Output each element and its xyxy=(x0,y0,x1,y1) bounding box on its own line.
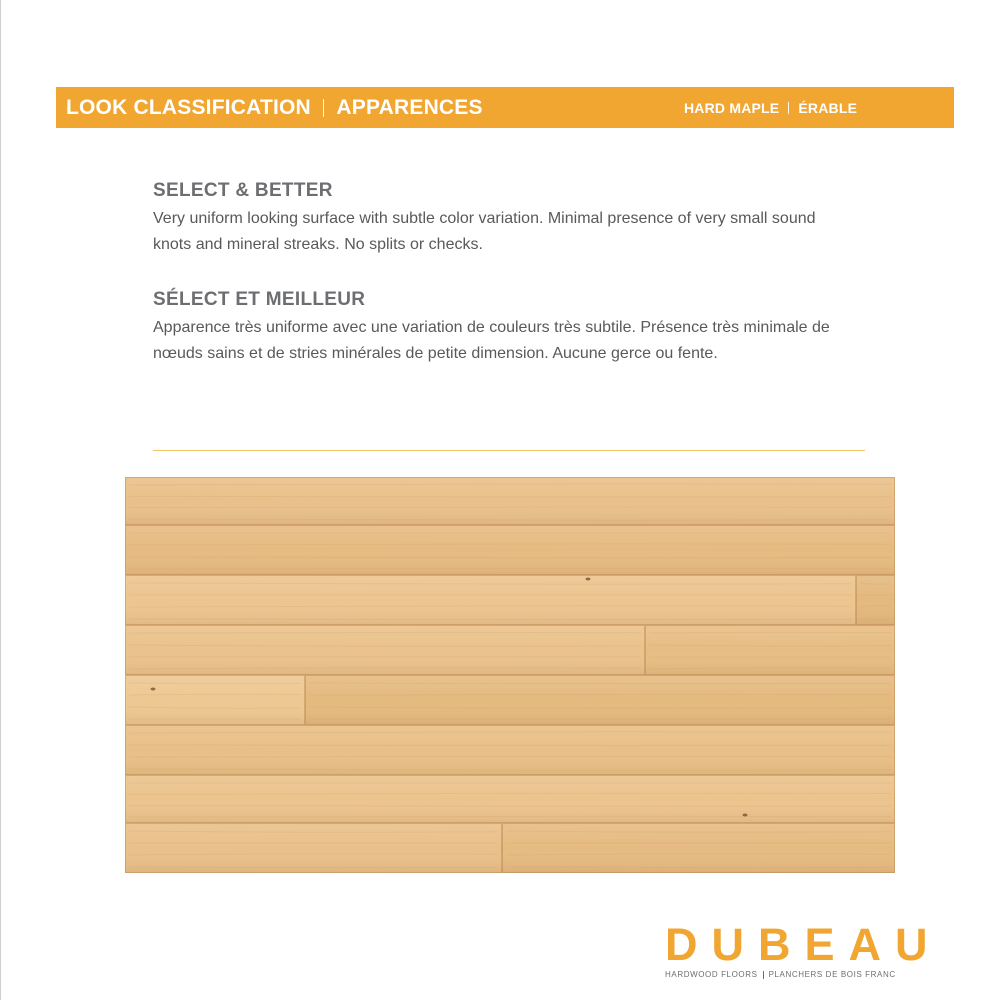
grade-heading-fr: SÉLECT ET MEILLEUR xyxy=(153,289,366,310)
header-title xyxy=(66,87,483,128)
wood-grain-line xyxy=(129,806,891,807)
wood-grain-line xyxy=(129,568,891,569)
plank-shading xyxy=(125,675,305,725)
wood-grain-line xyxy=(129,557,891,558)
grade-section-en xyxy=(153,180,853,258)
section-divider xyxy=(153,450,865,451)
page-edge-line xyxy=(0,0,1,1000)
wood-grain-line xyxy=(309,683,891,684)
wood-knot xyxy=(743,814,748,817)
plank-shading xyxy=(125,823,502,873)
brand-wordmark: DUBEAU xyxy=(665,919,942,970)
wood-grain-line xyxy=(129,867,498,868)
wood-knot xyxy=(586,578,591,581)
header-title-fr: APPARENCES xyxy=(336,95,483,119)
wood-grain-line xyxy=(129,756,891,757)
wood-grain-line xyxy=(129,496,891,497)
header-species xyxy=(684,87,857,128)
species-en: HARD MAPLE xyxy=(684,99,780,116)
species-fr: ÉRABLE xyxy=(798,99,858,116)
plank-shading xyxy=(125,575,856,625)
wood-grain-line xyxy=(506,867,891,868)
wood-grain-line xyxy=(129,632,641,633)
grade-description-fr: Apparence très uniforme avec une variation de couleurs très subtile. Présence très minimale de nœuds sains et de stries minérales de petite dimension. Aucune gerce ou fente. xyxy=(153,319,830,362)
plank-shading xyxy=(125,775,895,823)
header-separator xyxy=(323,99,325,117)
plank-shading xyxy=(856,575,895,625)
maple-floor-illustration xyxy=(125,477,895,873)
header-title-en: LOOK CLASSIFICATION xyxy=(66,95,311,119)
plank-shading xyxy=(502,823,895,873)
grade-heading-en: SELECT & BETTER xyxy=(153,180,333,201)
wood-grain-line xyxy=(129,816,891,817)
wood-grain-line xyxy=(129,507,891,508)
wood-grain-line xyxy=(129,619,852,620)
grade-section-fr xyxy=(153,289,853,367)
brand-tagline-separator xyxy=(763,971,764,979)
plank-shading xyxy=(305,675,895,725)
brand-logo xyxy=(665,919,942,979)
header-bar xyxy=(56,87,954,128)
wood-grain-line xyxy=(309,694,891,695)
floor-sample-image xyxy=(125,477,895,873)
brand-tagline-en: HARDWOOD FLOORS xyxy=(665,970,758,979)
wood-knot xyxy=(151,688,156,691)
species-separator xyxy=(788,102,789,114)
brand-tagline-fr: PLANCHERS DE BOIS FRANC xyxy=(768,970,896,979)
wood-grain-line xyxy=(129,745,891,746)
brand-tagline xyxy=(665,970,930,979)
grade-description-en: Very uniform looking surface with subtle color variation. Minimal presence of very small sound knots and mineral streaks. No splits or checks. xyxy=(153,210,816,253)
